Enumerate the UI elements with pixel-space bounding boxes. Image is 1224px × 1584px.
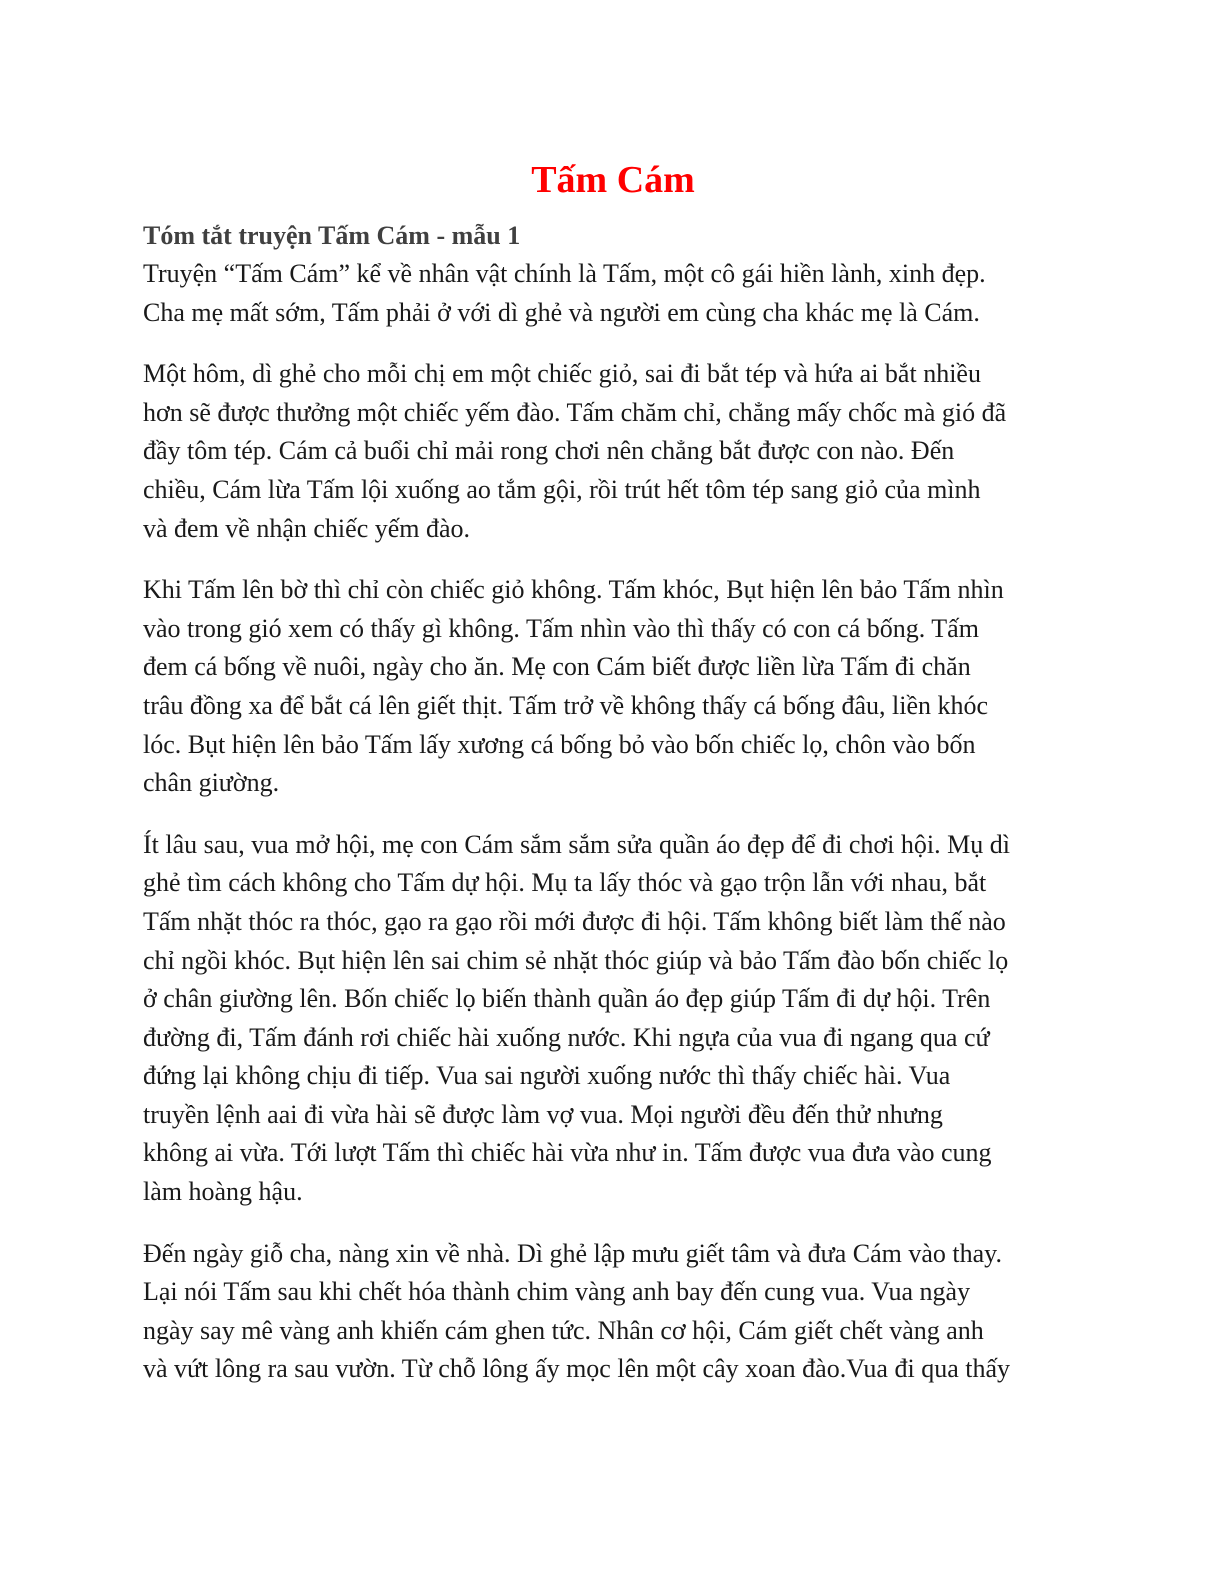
text-line: Một hôm, dì ghẻ cho mỗi chị em một chiếc giỏ, sai đi bắt tép và hứa ai bắt nhiều xyxy=(143,359,981,389)
text-line: trâu đồng xa để bắt cá lên giết thịt. Tấm trở về không thấy cá bống đâu, liền khóc xyxy=(143,690,989,720)
text-line: Khi Tấm lên bờ thì chỉ còn chiếc giỏ không. Tấm khóc, Bụt hiện lên bảo Tấm nhìn xyxy=(143,575,1004,605)
text-line: đường đi, Tấm đánh rơi chiếc hài xuống nước. Khi ngựa của vua đi ngang qua cứ xyxy=(143,1022,990,1052)
paragraph-3 xyxy=(143,571,1083,803)
page-title: Tấm Cám xyxy=(531,159,695,201)
text-line: Cha mẹ mất sớm, Tấm phải ở với dì ghẻ và người em cùng cha khác mẹ là Cám. xyxy=(143,297,980,327)
paragraph-1 xyxy=(143,255,1083,332)
document-page xyxy=(143,150,1083,1412)
text-line: vào trong gió xem có thấy gì không. Tấm nhìn vào thì thấy có con cá bống. Tấm xyxy=(143,613,979,643)
text-line: chân giường. xyxy=(143,768,280,798)
text-line: lóc. Bụt hiện lên bảo Tấm lấy xương cá bống bỏ vào bốn chiếc lọ, chôn vào bốn xyxy=(143,729,976,759)
text-line: hơn sẽ được thưởng một chiếc yếm đào. Tấm chăm chỉ, chẳng mấy chốc mà gió đã xyxy=(143,397,1007,427)
text-line: và vứt lông ra sau vườn. Từ chỗ lông ấy mọc lên một cây xoan đào.Vua đi qua thấy xyxy=(143,1354,1011,1384)
text-line: đứng lại không chịu đi tiếp. Vua sai người xuống nước thì thấy chiếc hài. Vua xyxy=(143,1061,951,1091)
text-line: ghẻ tìm cách không cho Tấm dự hội. Mụ ta lấy thóc và gạo trộn lẫn với nhau, bắt xyxy=(143,868,987,898)
text-line: đem cá bống về nuôi, ngày cho ăn. Mẹ con Cám biết được liền lừa Tấm đi chăn xyxy=(143,652,971,682)
text-line: Lại nói Tấm sau khi chết hóa thành chim vàng anh bay đến cung vua. Vua ngày xyxy=(143,1277,971,1307)
text-line: chỉ ngồi khóc. Bụt hiện lên sai chim sẻ nhặt thóc giúp và bảo Tấm đào bốn chiếc lọ xyxy=(143,945,1009,975)
text-line: Truyện “Tấm Cám” kể về nhân vật chính là Tấm, một cô gái hiền lành, xinh đẹp. xyxy=(143,259,986,288)
text-line: và đem về nhận chiếc yếm đào. xyxy=(143,513,471,543)
text-line: chiều, Cám lừa Tấm lội xuống ao tắm gội, rồi trút hết tôm tép sang giỏ của mình xyxy=(143,474,981,504)
paragraph-4 xyxy=(143,826,1083,1212)
paragraph-2 xyxy=(143,355,1083,548)
text-line: không ai vừa. Tới lượt Tấm thì chiếc hài vừa như in. Tấm được vua đưa vào cung xyxy=(143,1138,992,1168)
section-subtitle: Tóm tắt truyện Tấm Cám - mẫu 1 xyxy=(143,221,521,250)
paragraph-5 xyxy=(143,1235,1083,1389)
text-line: làm hoàng hậu. xyxy=(143,1177,303,1207)
text-line: ở chân giường lên. Bốn chiếc lọ biến thành quần áo đẹp giúp Tấm đi dự hội. Trên xyxy=(143,984,991,1014)
text-line: Tấm nhặt thóc ra thóc, gạo ra gạo rồi mới được đi hội. Tấm không biết làm thế nào xyxy=(143,906,1006,936)
text-line: Ít lâu sau, vua mở hội, mẹ con Cám sắm sắm sửa quần áo đẹp để đi chơi hội. Mụ dì xyxy=(143,829,1010,859)
text-line: đầy tôm tép. Cám cả buổi chỉ mải rong chơi nên chẳng bắt được con nào. Đến xyxy=(143,436,955,466)
text-line: Đến ngày giỗ cha, nàng xin về nhà. Dì ghẻ lập mưu giết tâm và đưa Cám vào thay. xyxy=(143,1238,1002,1268)
text-line: ngày say mê vàng anh khiến cám ghen tức. Nhân cơ hội, Cám giết chết vàng anh xyxy=(143,1315,984,1345)
text-line: truyền lệnh aai đi vừa hài sẽ được làm vợ vua. Mọi người đều đến thử nhưng xyxy=(143,1099,943,1129)
